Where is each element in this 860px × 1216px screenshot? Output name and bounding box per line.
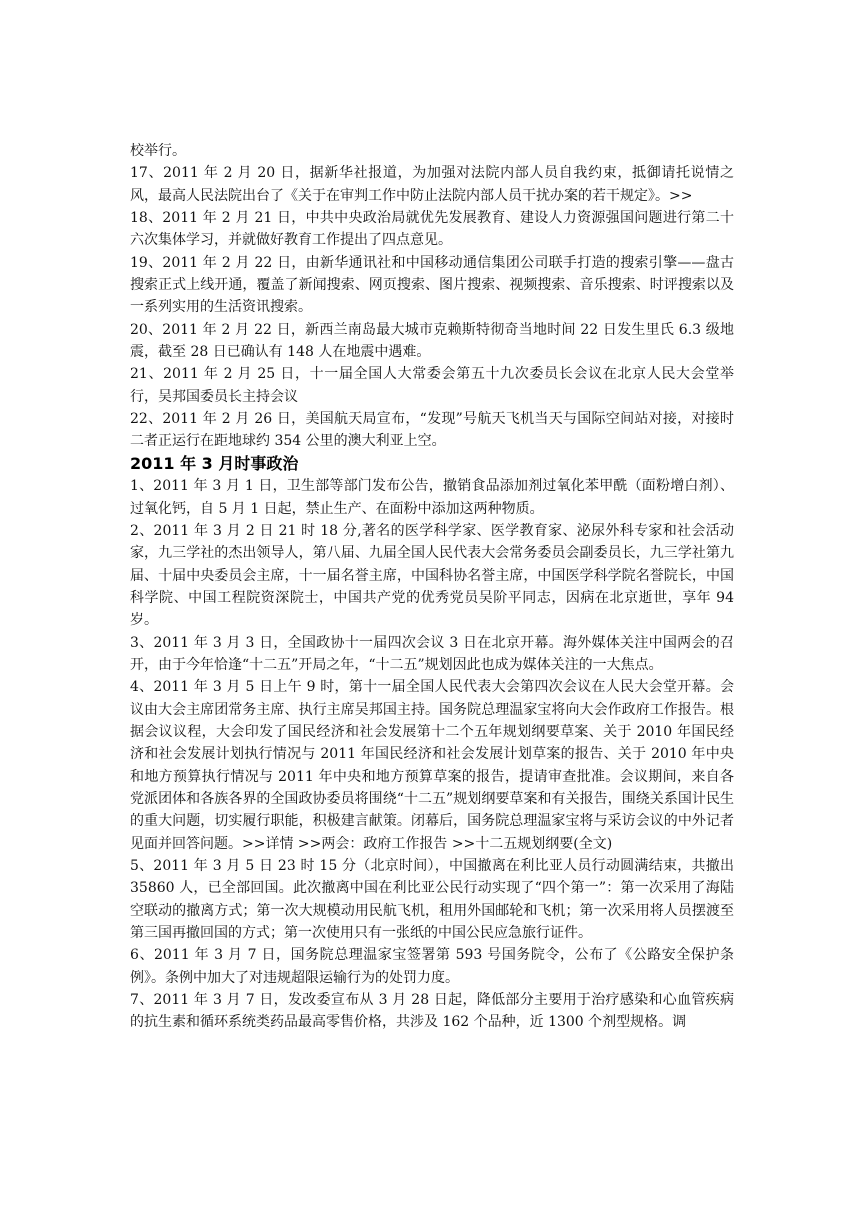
news-item-feb-21: 21、2011 年 2 月 25 日，十一届全国人大常委会第五十九次委员长会议在北京人民大会堂举行，吴邦国委员长主持会议 (130, 366, 734, 405)
news-item-mar-6: 6、2011 年 3 月 7 日，国务院总理温家宝签署第 593 号国务院令，公布了《公路安全保护条例》。条例中加大了对违规超限运输行为的处罚力度。 (130, 947, 734, 986)
news-item-mar-3: 3、2011 年 3 月 3 日，全国政协十一届四次会议 3 日在北京开幕。海外媒体关注中国两会的召开，由于今年恰逢“十二五”开局之年，“十二五”规划因此也成为媒体关注的一大焦点。 (130, 634, 734, 673)
news-item-mar-4: 4、2011 年 3 月 5 日上午 9 时，第十一届全国人民代表大会第四次会议在人民大会堂开幕。会议由大会主席团常务主席、执行主席吴邦国主持。国务院总理温家宝将向大会作政府工作报告。根据会议议程，大会印发了国民经济和社会发展第十二个五年规划纲要草案、关于 2010 年国民经济和社会发展计划执行情况与 2011 年国民经济和社会发展计划草案的报告、关于 2010 年中央和地方预算执行情况与 2011 年中央和地方预算草案的报告，提请审查批准。会议期间，来自各党派团体和各族各界的全国政协委员将围绕“十二五”规划纲要草案和有关报告，围绕关系国计民生的重大问题，切实履行职能，积极建言献策。闭幕后，国务院总理温家宝将与采访会议的中外记者见面并回答问题。>>详情 >>两会：政府工作报告 >>十二五规划纲要(全文) (130, 679, 734, 852)
document-page (130, 140, 734, 1034)
news-item-mar-7: 7、2011 年 3 月 7 日，发改委宣布从 3 月 28 日起，降低部分主要用于治疗感染和心血管疾病的抗生素和循环系统类药品最高零售价格，共涉及 162 个品种，近 1300 个剂型规格。调 (130, 992, 734, 1031)
section-heading-march: 2011 年 3 月时事政治 (130, 453, 299, 473)
news-item-mar-5: 5、2011 年 3 月 5 日 23 时 15 分（北京时间），中国撤离在利比亚人员行动圆满结束，共撤出 35860 人，已全部回国。此次撤离中国在利比亚公民行动实现了“四个第一”：第一次采用了海陆空联动的撤离方式；第一次大规模动用民航飞机，租用外国邮轮和飞机；第一次采用将人员摆渡至第三国再撤回国的方式；第一次使用只有一张纸的中国公民应急旅行证件。 (130, 858, 734, 942)
news-item-mar-1: 1、2011 年 3 月 1 日，卫生部等部门发布公告，撤销食品添加剂过氧化苯甲酰（面粉增白剂）、过氧化钙，自 5 月 1 日起，禁止生产、在面粉中添加这两种物质。 (130, 478, 734, 517)
news-item-feb-20: 20、2011 年 2 月 22 日，新西兰南岛最大城市克赖斯特彻奇当地时间 22 日发生里氏 6.3 级地震，截至 28 日已确认有 148 人在地震中遇难。 (130, 321, 734, 361)
news-item-mar-2: 2、2011 年 3 月 2 日 21 时 18 分,著名的医学科学家、医学教育家、泌尿外科专家和社会活动家，九三学社的杰出领导人，第八届、九届全国人民代表大会常务委员会副委员长，九三学社第九届、十届中央委员会主席，十一届名誉主席，中国科协名誉主席，中国医学科学院名誉院长，中国科学院、中国工程院资深院士，中国共产党的优秀党员吴阶平同志，因病在北京逝世，享年 94 岁。 (130, 522, 734, 629)
news-item-feb-18: 18、2011 年 2 月 21 日，中共中央政治局就优先发展教育、建设人力资源强国问题进行第二十六次集体学习，并就做好教育工作提出了四点意见。 (130, 210, 734, 249)
news-item-feb-19: 19、2011 年 2 月 22 日，由新华通讯社和中国移动通信集团公司联手打造的搜索引擎——盘古搜索正式上线开通，覆盖了新闻搜索、网页搜索、图片搜索、视频搜索、音乐搜索、时评搜索以及一系列实用的生活资讯搜索。 (130, 254, 734, 316)
news-item-feb-22: 22、2011 年 2 月 26 日，美国航天局宣布，“发现”号航天飞机当天与国际空间站对接，对接时二者正运行在距地球约 354 公里的澳大利亚上空。 (130, 411, 734, 450)
paragraph-fragment: 校举行。 (130, 143, 186, 159)
news-item-feb-17: 17、2011 年 2 月 20 日，据新华社报道，为加强对法院内部人员自我约束，抵御请托说情之风，最高人民法院出台了《关于在审判工作中防止法院内部人员干扰办案的若干规定》。>> (130, 165, 734, 204)
